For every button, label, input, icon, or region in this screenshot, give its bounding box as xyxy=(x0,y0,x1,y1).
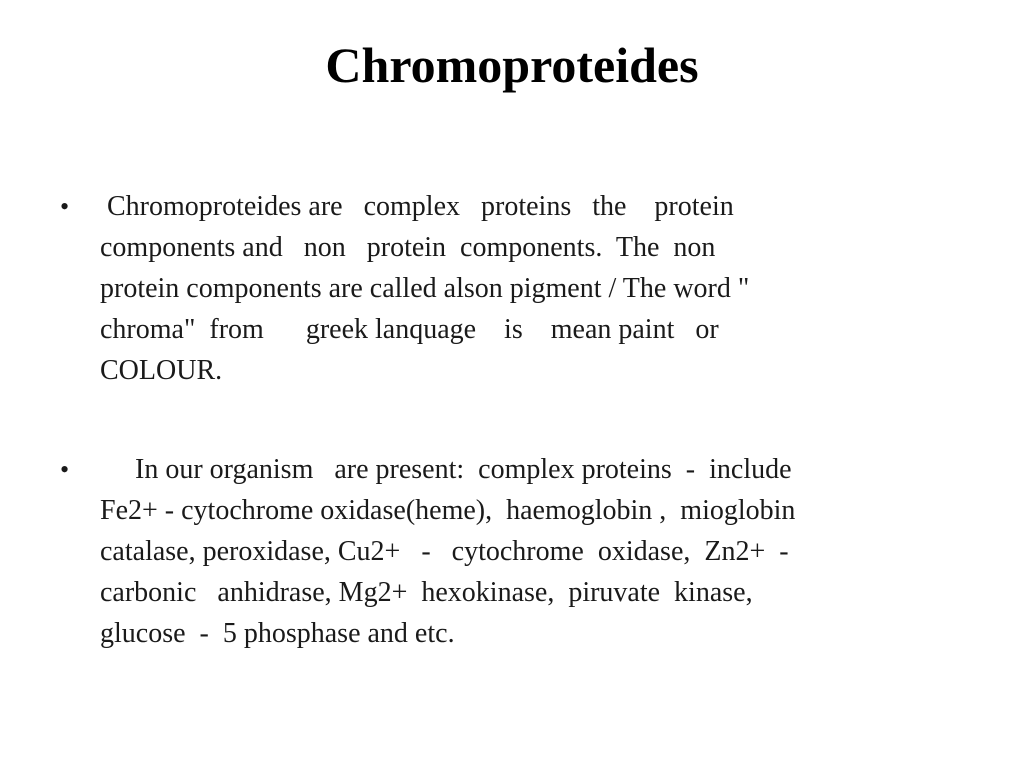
bullet-text-line: In our organism are present: complex proteins - include xyxy=(100,454,792,485)
bullet-marker: • xyxy=(60,455,70,484)
bullet-text-line: components and non protein components. The non xyxy=(100,232,716,263)
bullet-item-organism-examples xyxy=(60,449,950,654)
bullet-text-line: carbonic anhidrase, Mg2+ hexokinase, piruvate kinase, xyxy=(100,577,753,608)
bullet-text-line: glucose - 5 phosphase and etc. xyxy=(100,618,455,649)
bullet-item-chromoproteides-definition xyxy=(60,186,950,391)
bullet-text-line: chroma" from greek lanquage is mean paint or xyxy=(100,314,719,345)
slide-title: Chromoproteides xyxy=(325,37,699,93)
bullet-text-line: Fe2+ - cytochrome oxidase(heme), haemoglobin , mioglobin xyxy=(100,495,796,526)
bullet-text-line: Chromoproteides are complex proteins the protein xyxy=(100,191,734,222)
bullet-text-line: protein components are called alson pigment / The word " xyxy=(100,273,750,304)
bullet-marker: • xyxy=(60,192,70,221)
bullet-text-line: COLOUR. xyxy=(100,355,223,386)
bullet-text-line: catalase, peroxidase, Cu2+ - cytochrome oxidase, Zn2+ - xyxy=(100,536,789,567)
